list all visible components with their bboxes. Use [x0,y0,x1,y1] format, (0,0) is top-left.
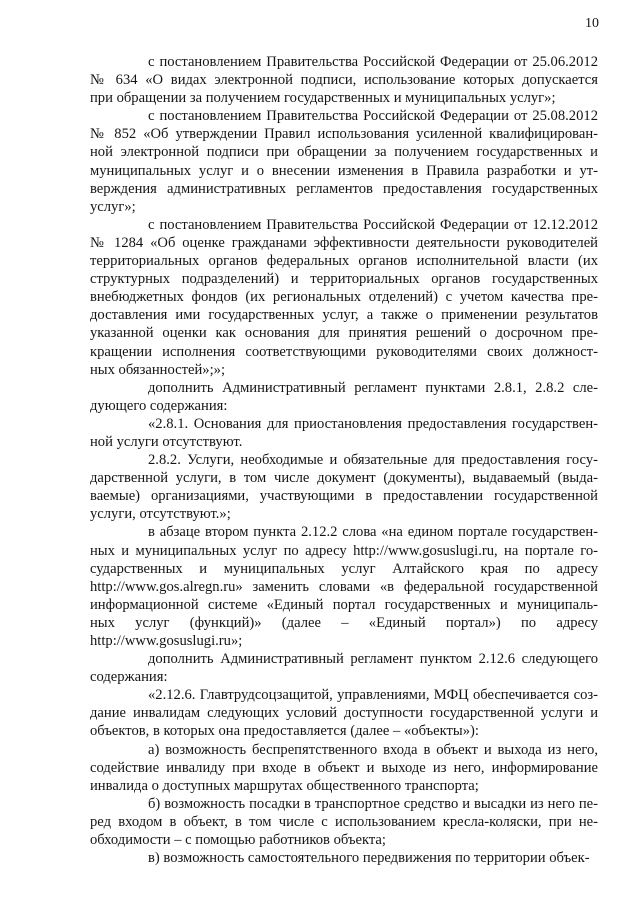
paragraph-line: ной электронной подписи при обращении за получением государственных и [90,144,598,161]
paragraph-line: содержания: [90,669,168,686]
paragraph-line: http://www.gosuslugi.ru»; [90,633,243,649]
paragraph-line: услуги, отсутствуют.»; [90,506,231,523]
paragraph-line: содействие инвалиду при входе в объект и выходе из него, информирование [90,759,598,776]
paragraph-line: муниципальных услуг и о внесении изменения в Правила разработки и ут- [90,162,598,179]
paragraph [90,523,598,650]
paragraph-line: дующего содержания: [90,397,228,414]
paragraph [90,107,598,216]
paragraph-line: № 634 «О видах электронной подписи, использование которых допускается [90,72,598,89]
paragraph-line: в абзаце втором пункта 2.12.2 слова «на едином портале государствен- [148,524,598,541]
paragraph-line: объектов, в которых она предоставляется (далее – «объекты»): [90,723,479,740]
paragraph [90,686,598,740]
paragraph-line: № 1284 «Об оценке гражданами эффективности деятельности руководителей [90,234,598,251]
paragraph-line: 2.8.2. Услуги, необходимые и обязательные для предоставления госу- [148,452,598,469]
paragraph-line: верждения административных регламентов предоставления государственных [90,180,598,197]
paragraph-line: кращении исполнения соответствующими руководителями своих должност- [90,343,598,360]
paragraph [90,53,598,107]
paragraph-line: «2.8.1. Основания для приостановления предоставления государствен- [148,415,598,432]
paragraph [90,795,598,849]
paragraph-line: ной услуги отсутствуют. [90,433,243,450]
paragraph [90,451,598,523]
paragraph-line: ваемые) организациями, участвующими в предоставлении государственной [90,488,598,505]
paragraph-line: ных услуг (функций)» (далее – «Единый портал») по адресу [90,614,598,631]
paragraph-line: с постановлением Правительства Российской Федерации от 25.08.2012 [148,108,598,125]
paragraph-line: ных обязанностей»;»; [90,361,225,378]
paragraph [90,741,598,795]
document-body [90,53,598,867]
paragraph [90,849,598,867]
paragraph-line: с постановлением Правительства Российской Федерации от 25.06.2012 [148,54,598,70]
paragraph-line: http://www.gos.alregn.ru» заменить словами «в федеральной государственной [90,578,598,595]
paragraph-line: информационной системе «Единый портал государственных и муниципаль- [90,596,598,613]
paragraph-line: ных и муниципальных услуг по адресу http://www.gosuslugi.ru, на портале го- [90,542,598,559]
paragraph-line: сударственных и муниципальных услуг Алтайского края по адресу [90,560,598,577]
paragraph [90,415,598,451]
paragraph-line: обходимости – с помощью работников объекта; [90,832,386,849]
paragraph-line: № 852 «Об утверждении Правил использования усиленной квалифицирован- [90,126,598,143]
paragraph-line: при обращении за получением государственных и муниципальных услуг»; [90,90,556,107]
paragraph-line: ред входом в объект, в том числе с использованием кресла-коляски, при не- [90,813,598,830]
paragraph-line: структурных подразделений) и территориальных органов государственных [90,271,598,288]
paragraph-line: с постановлением Правительства Российской Федерации от 12.12.2012 [148,216,598,233]
paragraph-line: внебюджетных фондов (их региональных отделений) с учетом качества пре- [90,289,598,306]
paragraph-line: а) возможность беспрепятственного входа в объект и выхода из него, [148,741,598,758]
paragraph-line: дарственной услуги, в том числе документ (документы), выдаваемый (выда- [90,470,598,487]
paragraph-line: дополнить Административный регламент пунктом 2.12.6 следующего [148,651,598,668]
paragraph-line: «2.12.6. Главтрудсоцзащитой, управлениями, МФЦ обеспечивается соз- [148,687,598,704]
paragraph-line: инвалида о доступных маршрутах общественного транспорта; [90,777,479,794]
paragraph [90,650,598,686]
paragraph-line: территориальных органов федеральных органов исполнительной власти (их [90,253,598,270]
paragraph-line: указанной оценки как основания для принятия решений о досрочном пре- [90,325,598,342]
paragraph-line: дополнить Административный регламент пунктами 2.8.1, 2.8.2 сле- [148,379,598,396]
page-number: 10 [585,16,599,31]
paragraph [90,216,598,379]
paragraph-line: дание инвалидам следующих условий доступности государственной услуги и [90,705,598,722]
paragraph-line: в) возможность самостоятельного передвижения по территории объек- [148,850,590,867]
paragraph-line: б) возможность посадки в транспортное средство и высадки из него пе- [148,795,598,812]
paragraph-line: доставления ими государственных услуг, а также о применении результатов [90,307,598,324]
paragraph-line: услуг»; [90,198,136,215]
paragraph [90,379,598,415]
